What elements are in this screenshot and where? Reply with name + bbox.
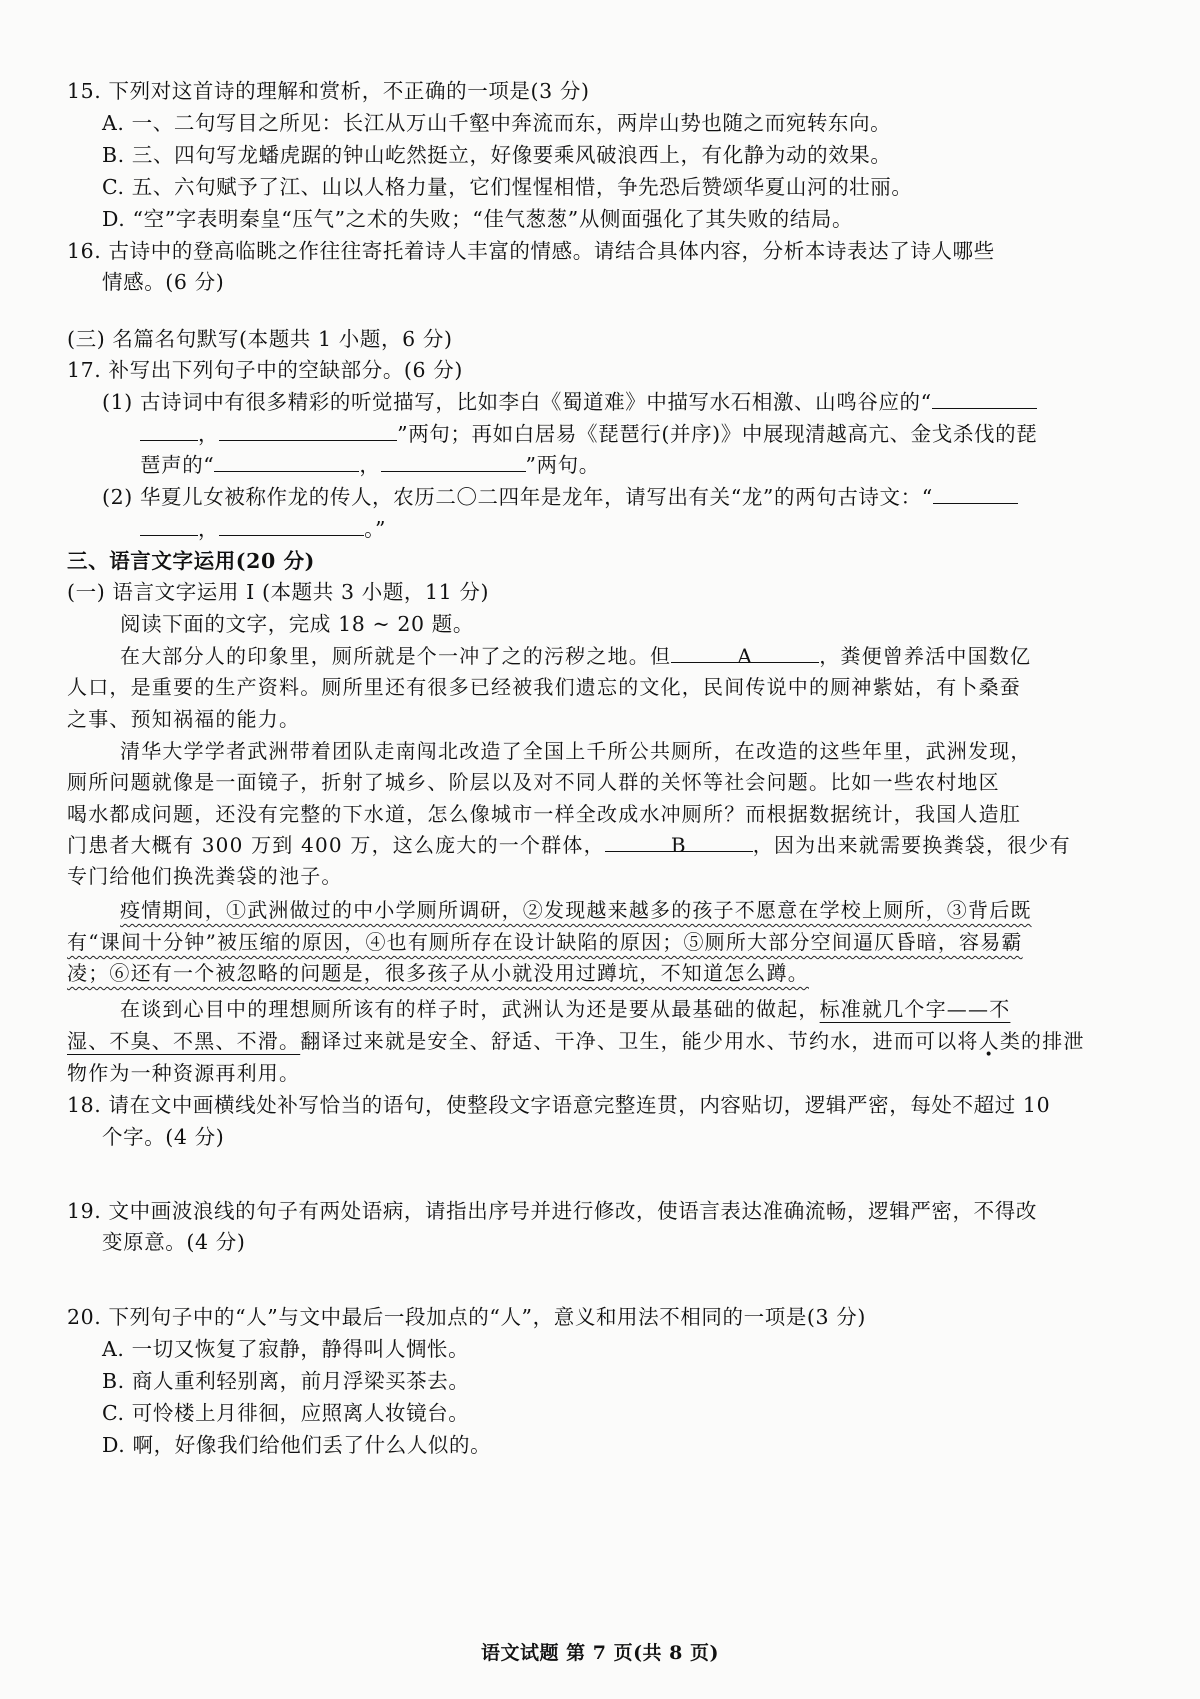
subsection-heading-1: (一) 语言文字运用 Ⅰ (本题共 3 小题，11 分) bbox=[67, 580, 490, 604]
comma: ， bbox=[198, 422, 220, 446]
answer-blank[interactable] bbox=[140, 420, 198, 441]
answer-blank[interactable] bbox=[932, 388, 1037, 409]
passage-p4-line3: 物作为一种资源再利用。 bbox=[67, 1061, 301, 1085]
q20-option-d: D. 啊，好像我们给他们丢了什么人似的。 bbox=[102, 1433, 492, 1457]
q17-part2-line1 bbox=[102, 483, 1018, 511]
passage-p1-line2: 人口，是重要的生产资料。厕所里还有很多已经被我们遗忘的文化，民间传说中的厕神紫姑，有卜桑蚕 bbox=[67, 675, 1021, 699]
q19-line1: 19. 文中画波浪线的句子有两处语病，请指出序号并进行修改，使语言表达准确流畅，逻辑严密，不得改 bbox=[67, 1199, 1037, 1223]
passage-text: 翻译过来就是安全、舒适、干净、卫生，能少用水、节约水，进而可以将 bbox=[300, 1029, 979, 1053]
subsection-heading-3: (三) 名篇名句默写(本题共 1 小题，6 分) bbox=[67, 327, 453, 351]
q15-option-b: B. 三、四句写龙蟠虎踞的钟山屹然挺立，好像要乘风破浪西上，有化静为动的效果。 bbox=[102, 143, 892, 167]
q20-option-b: B. 商人重利轻别离，前月浮梁买茶去。 bbox=[102, 1369, 470, 1393]
q17-part1-text-3: 琶声的“ bbox=[140, 453, 215, 477]
q18-line1: 18. 请在文中画横线处补写恰当的语句，使整段文字语意完整连贯，内容贴切，逻辑严密，每处不超过 10 bbox=[67, 1093, 1051, 1117]
underlined-text: 湿、不臭、不黑、不滑。 bbox=[67, 1029, 301, 1053]
blank-b[interactable]: B bbox=[605, 831, 753, 852]
q17-part1-text-4: ”两句。 bbox=[525, 453, 600, 477]
passage-p4-line1 bbox=[120, 995, 1010, 1023]
underlined-text: 标准就几个字——不 bbox=[819, 997, 1011, 1021]
answer-blank[interactable] bbox=[219, 515, 364, 536]
passage-p4-line2 bbox=[67, 1027, 1085, 1055]
closing-quote: 。” bbox=[364, 517, 387, 541]
blank-a[interactable]: A bbox=[671, 642, 819, 663]
q15-option-a: A. 一、二句写目之所见：长江从万山千壑中奔流而东，两岸山势也随之而宛转东向。 bbox=[102, 111, 892, 135]
dotted-character: 人 bbox=[978, 1029, 1000, 1053]
comma: ， bbox=[198, 517, 220, 541]
answer-blank[interactable] bbox=[140, 515, 198, 536]
q17-part2-text: (2) 华夏儿女被称作龙的传人，农历二〇二四年是龙年，请写出有关“龙”的两句古诗文：“ bbox=[102, 485, 933, 509]
q20-stem: 20. 下列句子中的“人”与文中最后一段加点的“人”，意义和用法不相同的一项是(3 分) bbox=[67, 1305, 866, 1329]
comma: ， bbox=[359, 453, 381, 477]
q15-stem: 15. 下列对这首诗的理解和赏析，不正确的一项是(3 分) bbox=[67, 79, 590, 103]
section-heading-3: 三、语言文字运用(20 分) bbox=[67, 549, 315, 573]
passage-p2-line2: 厕所问题就像是一面镜子，折射了城乡、阶层以及对不同人群的关怀等社会问题。比如一些农村地区 bbox=[67, 770, 1000, 794]
q15-option-c: C. 五、六句赋予了江、山以人格力量，它们惺惺相惜，争先恐后赞颂华夏山河的壮丽。 bbox=[102, 175, 913, 199]
q17-part1-line1 bbox=[102, 388, 1037, 416]
passage-text: ，粪便曾养活中国数亿 bbox=[819, 644, 1032, 668]
q20-option-c: C. 可怜楼上月徘徊，应照离人妆镜台。 bbox=[102, 1401, 470, 1425]
passage-p2-line5: 专门给他们换洗粪袋的池子。 bbox=[67, 864, 343, 888]
passage-p3-line2-wavy: 有“课间十分钟”被压缩的原因，④也有厕所存在设计缺陷的原因；⑤厕所大部分空间逼仄昏暗，容易霸 bbox=[67, 930, 1023, 954]
passage-text: 类的排泄 bbox=[999, 1029, 1085, 1053]
passage-p2-line4 bbox=[67, 831, 1071, 859]
passage-text: 在谈到心目中的理想厕所该有的样子时，武洲认为还是要从最基础的做起， bbox=[120, 997, 820, 1021]
answer-blank[interactable] bbox=[219, 420, 397, 441]
answer-blank[interactable] bbox=[381, 451, 526, 472]
q17-stem: 17. 补写出下列句子中的空缺部分。(6 分) bbox=[67, 358, 463, 382]
passage-p2-line3: 喝水都成问题，还没有完整的下水道，怎么像城市一样全改成水冲厕所？而根据数据统计，我国人造肛 bbox=[67, 802, 1021, 826]
reading-intro: 阅读下面的文字，完成 18 ~ 20 题。 bbox=[120, 612, 475, 636]
passage-p3-line3-wavy: 凌；⑥还有一个被忽略的问题是，很多孩子从小就没用过蹲坑，不知道怎么蹲。 bbox=[67, 961, 809, 985]
passage-text: 在大部分人的印象里，厕所就是个一冲了之的污秽之地。但 bbox=[120, 644, 672, 668]
answer-blank[interactable] bbox=[214, 451, 359, 472]
q17-part1-line3 bbox=[140, 451, 600, 479]
passage-text: 门患者大概有 300 万到 400 万，这么庞大的一个群体， bbox=[67, 833, 605, 857]
passage-p2-line1: 清华大学学者武洲带着团队走南闯北改造了全国上千所公共厕所，在改造的这些年里，武洲发现， bbox=[120, 739, 1032, 763]
q17-part2-line2 bbox=[140, 515, 386, 543]
q15-option-d: D. “空”字表明秦皇“压气”之术的失败；“佳气葱葱”从侧面强化了其失败的结局。 bbox=[102, 207, 854, 231]
answer-blank[interactable] bbox=[933, 483, 1018, 504]
passage-p1-line1 bbox=[120, 642, 1031, 670]
q16-line1: 16. 古诗中的登高临眺之作往往寄托着诗人丰富的情感。请结合具体内容，分析本诗表达了诗人哪些 bbox=[67, 239, 995, 263]
page-footer: 语文试题 第 7 页(共 8 页) bbox=[481, 1642, 719, 1664]
q17-part1-line2 bbox=[140, 420, 1037, 448]
passage-p1-line3: 之事、预知祸福的能力。 bbox=[67, 707, 301, 731]
q17-part1-text-2: ”两句；再如白居易《琵琶行(并序)》中展现清越高亢、金戈杀伐的琵 bbox=[397, 422, 1038, 446]
q18-line2: 个字。(4 分) bbox=[102, 1125, 225, 1149]
q16-line2: 情感。(6 分) bbox=[102, 270, 225, 294]
q20-option-a: A. 一切又恢复了寂静，静得叫人惆怅。 bbox=[102, 1337, 470, 1361]
q17-part1-text: (1) 古诗词中有很多精彩的听觉描写，比如李白《蜀道难》中描写水石相激、山鸣谷应的“ bbox=[102, 390, 932, 414]
passage-text: ，因为出来就需要换粪袋，很少有 bbox=[752, 833, 1071, 857]
q19-line2: 变原意。(4 分) bbox=[102, 1230, 246, 1254]
passage-p3-line1-wavy: 疫情期间，①武洲做过的中小学厕所调研，②发现越来越多的孩子不愿意在学校上厕所，③背后既 bbox=[120, 898, 1032, 922]
